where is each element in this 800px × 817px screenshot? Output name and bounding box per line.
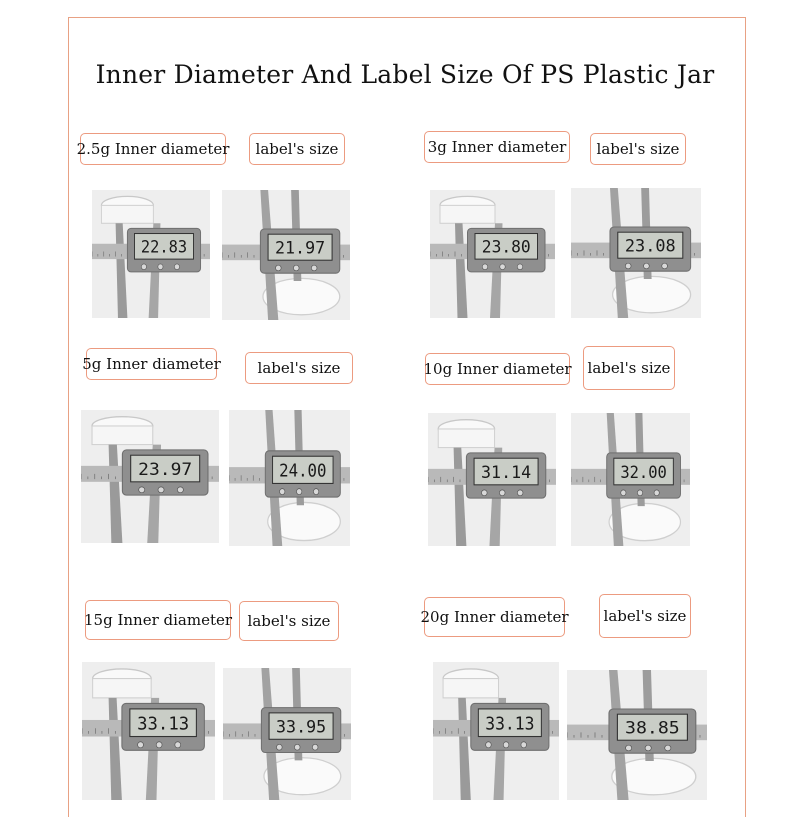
caliper-illustration <box>571 413 690 546</box>
lcd-reading: 24.00 <box>279 459 327 481</box>
caliper-illustration <box>92 190 210 318</box>
photo-3g-label <box>571 188 701 318</box>
label-size-label-3g: label's size <box>590 133 686 165</box>
caliper-illustration <box>223 668 351 800</box>
lcd-reading: 38.85 <box>625 719 680 739</box>
inner-diameter-label-3g: 3g Inner diameter <box>424 131 570 163</box>
caliper-illustration <box>430 190 555 318</box>
inner-diameter-label-2-5g: 2.5g Inner diameter <box>80 133 226 165</box>
inner-diameter-label-5g: 5g Inner diameter <box>86 348 217 380</box>
caliper-illustration <box>229 410 350 546</box>
lcd-reading: 22.83 <box>140 237 188 257</box>
photo-10g-inner <box>428 413 556 546</box>
lcd-reading: 23.80 <box>481 237 531 257</box>
lcd-reading: 23.08 <box>624 235 676 256</box>
lcd-reading: 31.14 <box>481 461 532 483</box>
photo-3g-inner <box>430 190 555 318</box>
label-size-label-15g: label's size <box>239 601 339 641</box>
inner-diameter-label-15g: 15g Inner diameter <box>85 600 231 640</box>
photo-5g-label <box>229 410 350 546</box>
caliper-illustration <box>428 413 556 546</box>
page-title: Inner Diameter And Label Size Of PS Plastic Jar <box>95 60 715 89</box>
label-size-label-10g: label's size <box>583 346 675 390</box>
photo-10g-label <box>571 413 690 546</box>
lcd-reading: 33.13 <box>137 714 190 735</box>
caliper-illustration <box>433 662 559 800</box>
caliper-illustration <box>571 188 701 318</box>
lcd-reading: 33.13 <box>485 713 535 735</box>
lcd-reading: 23.97 <box>138 460 193 481</box>
label-size-label-20g: label's size <box>599 594 691 638</box>
photo-5g-inner <box>81 410 219 543</box>
caliper-illustration <box>81 410 219 543</box>
caliper-illustration <box>222 190 350 320</box>
photo-2-5g-inner <box>92 190 210 318</box>
caliper-illustration <box>567 670 707 800</box>
photo-15g-inner <box>82 662 215 800</box>
label-size-label-2-5g: label's size <box>249 133 345 165</box>
caliper-illustration <box>82 662 215 800</box>
label-size-label-5g: label's size <box>245 352 353 384</box>
lcd-reading: 21.97 <box>275 237 326 258</box>
inner-diameter-label-10g: 10g Inner diameter <box>425 353 570 385</box>
inner-diameter-label-20g: 20g Inner diameter <box>424 597 565 637</box>
photo-20g-inner <box>433 662 559 800</box>
lcd-reading: 32.00 <box>620 462 667 483</box>
photo-2-5g-label <box>222 190 350 320</box>
photo-15g-label <box>223 668 351 800</box>
lcd-reading: 33.95 <box>276 716 327 737</box>
photo-20g-label <box>567 670 707 800</box>
